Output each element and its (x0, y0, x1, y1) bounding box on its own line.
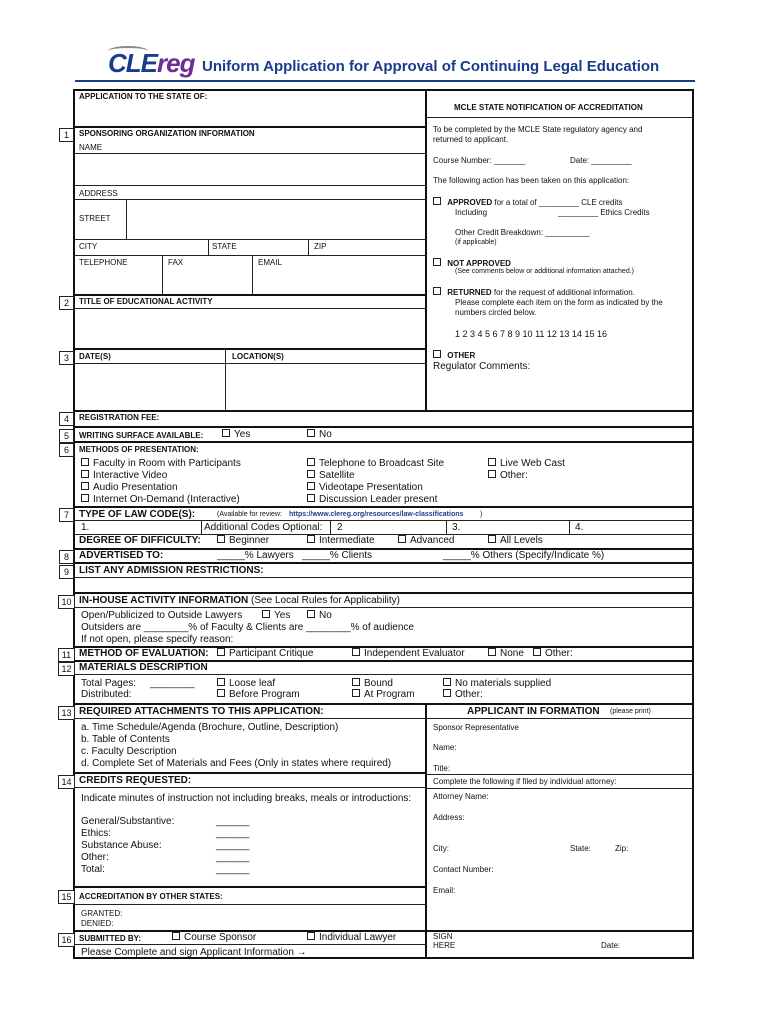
sponsor-rep: Sponsor Representative (433, 723, 519, 732)
rule (74, 126, 426, 128)
rule (74, 308, 426, 309)
other-label: OTHER (447, 351, 476, 360)
section-number-15: 15 (58, 890, 75, 904)
including-label: Including (455, 208, 488, 217)
applicant-title: APPLICANT IN FORMATION (467, 706, 600, 717)
approved-rest: for a total of _________ CLE credits (492, 198, 623, 207)
address-label: ADDRESS (79, 189, 118, 198)
method-label: Telephone to Broadcast Site (319, 458, 445, 469)
checkbox[interactable] (488, 458, 496, 466)
method-2-1[interactable] (307, 458, 444, 469)
sign-date: Date: (601, 941, 621, 950)
total-pages-blank: ________ (150, 678, 195, 689)
other-checkbox[interactable] (433, 350, 441, 358)
registration-fee-label: REGISTRATION FEE: (79, 413, 160, 422)
submitted-lawyer[interactable] (307, 932, 396, 943)
rule (74, 592, 693, 594)
mcle-date: Date: _________ (570, 156, 632, 165)
code-3: 3. (452, 522, 461, 533)
returned-rest: for the request of additional information. (491, 288, 635, 297)
method-label: Live Web Cast (500, 458, 565, 469)
method-1-4[interactable] (81, 494, 240, 505)
option-label: Before Program (229, 689, 300, 700)
section-number-7: 7 (59, 508, 74, 522)
applicant-name: Name: (433, 743, 457, 752)
street-label: STREET (79, 214, 111, 223)
applicant-address: Address: (433, 813, 465, 822)
advertised-lawyers: _____% Lawyers (217, 550, 294, 561)
writing-yes[interactable] (222, 429, 250, 440)
checkbox[interactable] (307, 482, 315, 490)
writing-no-checkbox[interactable] (307, 429, 315, 437)
rule (74, 703, 693, 705)
code-1: 1. (81, 522, 90, 533)
section-number-8: 8 (59, 550, 74, 564)
returned-checkbox[interactable] (433, 287, 441, 295)
rule (225, 348, 226, 410)
returned-row (433, 287, 635, 297)
option-label: Individual Lawyer (319, 932, 397, 943)
credit-blank-1: ______ (216, 816, 250, 827)
section-numbers-list: 1 2 3 4 5 6 7 8 9 10 11 12 13 14 15 16 (455, 329, 607, 339)
state-label: STATE (212, 242, 237, 251)
restrictions-label: LIST ANY ADMISSION RESTRICTIONS: (79, 565, 264, 576)
applicant-zip: Zip: (615, 844, 629, 853)
rule (74, 577, 693, 578)
code-4: 4. (575, 522, 584, 533)
option-label: Other: (455, 689, 483, 700)
rule (74, 607, 693, 608)
section-number-4: 4 (59, 412, 74, 426)
rule (74, 772, 426, 774)
please-complete: Please Complete and sign Applicant Information → (81, 947, 307, 958)
credit-substance: Substance Abuse: (81, 840, 162, 851)
rule (74, 718, 693, 719)
option-label: Beginner (229, 535, 270, 546)
other-states-label: ACCREDITATION BY OTHER STATES: (79, 892, 223, 901)
inhouse-note: (See Local Rules for Applicability) (248, 595, 401, 606)
name-label: NAME (79, 143, 103, 152)
submitted-label: SUBMITTED BY: (79, 934, 142, 943)
option-label: At Program (364, 689, 415, 700)
method-label: Interactive Video (93, 470, 168, 481)
regulator-comments: Regulator Comments: (433, 361, 531, 372)
section-number-5: 5 (59, 429, 74, 443)
checkbox[interactable] (398, 535, 406, 543)
advertised-others: _____% Others (Specify/Indicate %) (443, 550, 605, 561)
method-2-3[interactable] (307, 482, 423, 493)
option-label: Intermediate (319, 535, 375, 546)
application-state-label: APPLICATION TO THE STATE OF: (79, 92, 208, 101)
option-label: None (500, 648, 524, 659)
checkbox[interactable] (262, 610, 270, 618)
submitted-sponsor[interactable] (172, 932, 256, 943)
logo-reg: reg (157, 48, 195, 78)
rule (330, 520, 331, 534)
method-label: Other: (500, 470, 528, 481)
method-label: Internet On-Demand (Interactive) (93, 494, 240, 505)
if-not-open: If not open, please specify reason: (81, 634, 234, 645)
frame-top (74, 89, 693, 91)
not-approved-note: (See comments below or additional information attached.) (455, 268, 634, 275)
materials-at[interactable] (352, 689, 415, 700)
section-number-14: 14 (58, 775, 75, 789)
credit-blank-4: ______ (216, 852, 250, 863)
mcle-intro-1: To be completed by the MCLE State regulatory agency and (433, 125, 643, 134)
option-label: Bound (364, 678, 393, 689)
mcle-intro-2: returned to applicant. (433, 135, 509, 144)
rule (74, 441, 693, 443)
materials-other[interactable] (443, 689, 483, 700)
code-2: 2 (337, 522, 343, 533)
checkbox[interactable] (217, 535, 225, 543)
writing-surface-label: WRITING SURFACE AVAILABLE: (79, 431, 204, 440)
mcle-title: MCLE STATE NOTIFICATION OF ACCREDITATION (454, 103, 643, 112)
returned-label: RETURNED (447, 288, 492, 297)
available-close: ) (480, 511, 483, 518)
no-label: No (319, 610, 332, 621)
open-no[interactable] (307, 610, 332, 621)
rule (74, 410, 693, 412)
additional-codes-label: Additional Codes Optional: (204, 522, 323, 533)
section-number-1: 1 (59, 128, 74, 142)
granted-label: GRANTED: (81, 909, 123, 918)
section-number-11: 11 (58, 648, 75, 662)
rule (308, 239, 309, 255)
locations-label: LOCATION(S) (232, 352, 284, 361)
method-1-3[interactable] (81, 482, 178, 493)
eval-participant[interactable] (217, 648, 313, 659)
rule (74, 506, 693, 508)
method-label: Discussion Leader present (319, 494, 438, 505)
eval-independent[interactable] (352, 648, 465, 659)
rule (74, 904, 426, 905)
section-number-3: 3 (59, 351, 74, 365)
checkbox[interactable] (352, 648, 360, 656)
writing-no-label: No (319, 429, 332, 440)
applicant-title-field: Title: (433, 764, 451, 773)
attorney-name: Attorney Name: (433, 792, 489, 801)
section-number-6: 6 (59, 443, 74, 457)
method-1-1[interactable] (81, 458, 241, 469)
rule (74, 239, 426, 240)
please-print: (please print) (610, 708, 651, 715)
method-label: Videotape Presentation (319, 482, 423, 493)
difficulty-advanced[interactable] (398, 535, 454, 546)
yes-label: Yes (274, 610, 291, 621)
inhouse-label: IN-HOUSE ACTIVITY INFORMATION (79, 595, 249, 606)
rule (208, 239, 209, 255)
method-label: Audio Presentation (93, 482, 178, 493)
credits-label: CREDITS REQUESTED: (79, 775, 192, 786)
checkbox[interactable] (307, 494, 315, 502)
returned-line-3: numbers circled below. (455, 308, 537, 317)
checkbox[interactable] (443, 689, 451, 697)
option-label: Course Sponsor (184, 932, 257, 943)
checkbox[interactable] (81, 494, 89, 502)
materials-bound[interactable] (352, 678, 393, 689)
city-label: CITY (79, 242, 98, 251)
checkbox[interactable] (217, 648, 225, 656)
rule (74, 153, 426, 154)
advertised-label: ADVERTISED TO: (79, 550, 164, 561)
action-line: The following action has been taken on this application: (433, 176, 630, 185)
rule (569, 520, 570, 534)
applicant-email: Email: (433, 886, 456, 895)
checkbox[interactable] (488, 648, 496, 656)
returned-line-2: Please complete each item on the form as indicated by the (455, 298, 663, 307)
applicant-city: City: (433, 844, 449, 853)
outsiders-line: Outsiders are ________% of Faculty & Clients are ________% of audience (81, 622, 414, 633)
rule (162, 255, 163, 295)
logo-cle: CLE (108, 48, 157, 78)
header-rule (75, 80, 695, 82)
credit-ethics: Ethics: (81, 828, 112, 839)
writing-yes-checkbox[interactable] (222, 429, 230, 437)
section-number-12: 12 (58, 662, 75, 676)
open-label: Open/Publicized to Outside Lawyers (81, 610, 243, 621)
option-label: Loose leaf (229, 678, 276, 689)
rule (126, 199, 127, 239)
rule (74, 294, 426, 296)
materials-before[interactable] (217, 689, 300, 700)
rule (74, 255, 426, 256)
method-1-2[interactable] (81, 470, 167, 481)
distributed-label: Distributed: (81, 689, 132, 700)
law-code-url[interactable]: https://www.clereg.org/resources/law-classifications (289, 511, 464, 518)
rule (74, 562, 693, 564)
method-2-4[interactable] (307, 494, 437, 505)
checkbox[interactable] (533, 648, 541, 656)
difficulty-beginner[interactable] (217, 535, 269, 546)
fax-label: FAX (168, 258, 184, 267)
checkbox[interactable] (217, 678, 225, 686)
not-approved-row (433, 258, 511, 268)
method-3-1[interactable] (488, 458, 565, 469)
checkbox[interactable] (488, 470, 496, 478)
checkbox[interactable] (352, 678, 360, 686)
section-number-16: 16 (58, 933, 75, 947)
credit-general: General/Substantive: (81, 816, 175, 827)
option-label: Advanced (410, 535, 455, 546)
difficulty-label: DEGREE OF DIFFICULTY: (79, 535, 201, 546)
rule (74, 185, 426, 186)
eval-none[interactable] (488, 648, 524, 659)
credit-other: Other: (81, 852, 109, 863)
difficulty-intermediate[interactable] (307, 535, 375, 546)
option-label: No materials supplied (455, 678, 552, 689)
writing-yes-label: Yes (234, 429, 251, 440)
section-number-13: 13 (58, 706, 75, 720)
methods-label: METHODS OF PRESENTATION: (79, 445, 199, 454)
method-2-2[interactable] (307, 470, 355, 481)
total-pages-label: Total Pages: (81, 678, 137, 689)
course-number: Course Number: _______ (433, 156, 526, 165)
rule (446, 520, 447, 534)
page-title: Uniform Application for Approval of Continuing Legal Education (202, 58, 660, 75)
indicate-minutes: Indicate minutes of instruction not including breaks, meals or introductions: (81, 793, 412, 804)
ethics-credits: _________ Ethics Credits (558, 208, 650, 217)
applicant-state: State: (570, 844, 591, 853)
checkbox[interactable] (172, 932, 180, 940)
rule (201, 520, 202, 534)
contact-number: Contact Number: (433, 865, 494, 874)
section-number-10: 10 (58, 595, 75, 609)
checkbox[interactable] (307, 932, 315, 940)
section-number-2: 2 (59, 296, 74, 310)
checkbox[interactable] (307, 610, 315, 618)
checkbox[interactable] (217, 689, 225, 697)
materials-none[interactable] (443, 678, 551, 689)
option-label: Independent Evaluator (364, 648, 465, 659)
checkbox[interactable] (443, 678, 451, 686)
credit-total: Total: (81, 864, 105, 875)
section-1-title: SPONSORING ORGANIZATION INFORMATION (79, 129, 255, 138)
checkbox[interactable] (352, 689, 360, 697)
materials-label: MATERIALS DESCRIPTION (79, 662, 208, 673)
advertised-clients: _____% Clients (302, 550, 373, 561)
telephone-label: TELEPHONE (79, 258, 128, 267)
option-label: All Levels (500, 535, 543, 546)
materials-loose[interactable] (217, 678, 275, 689)
denied-label: DENIED: (81, 919, 114, 928)
rule (252, 255, 253, 295)
rule (74, 520, 693, 521)
open-yes[interactable] (262, 610, 290, 621)
checkbox[interactable] (488, 535, 496, 543)
sign-label: SIGN (433, 932, 453, 941)
frame-right (692, 89, 694, 959)
other-row (433, 350, 475, 360)
logo-swoosh (108, 46, 148, 56)
email-label: EMAIL (258, 258, 283, 267)
attachment-c: c. Faculty Description (81, 746, 177, 757)
law-code-label: TYPE OF LAW CODE(S): (79, 509, 196, 520)
evaluation-label: METHOD OF EVALUATION: (79, 648, 209, 659)
checkbox[interactable] (307, 470, 315, 478)
credit-blank-3: ______ (216, 840, 250, 851)
frame-left (73, 89, 75, 959)
attachment-d: d. Complete Set of Materials and Fees (Only in states where required) (81, 758, 392, 769)
checkbox[interactable] (81, 482, 89, 490)
checkbox[interactable] (307, 458, 315, 466)
dates-label: DATE(S) (79, 352, 111, 361)
checkbox[interactable] (81, 458, 89, 466)
rule (74, 674, 693, 675)
rule (74, 787, 426, 788)
rule (74, 348, 426, 350)
section-number-9: 9 (59, 565, 74, 579)
rule (74, 363, 426, 364)
rule (426, 788, 692, 789)
method-label: Faculty in Room with Participants (93, 458, 241, 469)
not-approved-checkbox[interactable] (433, 258, 441, 266)
checkbox[interactable] (81, 470, 89, 478)
attachments-label: REQUIRED ATTACHMENTS TO THIS APPLICATION: (79, 706, 324, 717)
complete-individual: Complete the following if filed by individual attorney: (433, 777, 617, 786)
rule (74, 426, 693, 428)
approved-row (433, 197, 622, 207)
approved-label: APPROVED (447, 198, 493, 207)
zip-label: ZIP (314, 242, 327, 251)
other-breakdown: Other Credit Breakdown: __________ (455, 228, 590, 237)
applicant-divider (425, 704, 427, 958)
credit-blank-5: ______ (216, 864, 250, 875)
available-label: (Available for review: (217, 511, 282, 518)
attachment-a: a. Time Schedule/Agenda (Brochure, Outline, Description) (81, 722, 339, 733)
section-2-title: TITLE OF EDUCATIONAL ACTIVITY (79, 297, 213, 306)
eval-other[interactable] (533, 648, 573, 659)
method-3-2[interactable] (488, 470, 528, 481)
option-label: Other: (545, 648, 573, 659)
writing-no[interactable] (307, 429, 332, 440)
checkbox[interactable] (307, 535, 315, 543)
attachment-b: b. Table of Contents (81, 734, 170, 745)
method-label: Satellite (319, 470, 355, 481)
rule (426, 117, 692, 118)
inhouse-title (79, 595, 400, 606)
here-label: HERE (433, 941, 456, 950)
if-applicable: (if applicable) (455, 239, 497, 246)
difficulty-all[interactable] (488, 535, 543, 546)
rule (426, 774, 692, 775)
rule (74, 944, 426, 945)
approved-checkbox[interactable] (433, 197, 441, 205)
not-approved-label: NOT APPROVED (447, 259, 511, 268)
rule (74, 886, 426, 888)
credit-blank-2: ______ (216, 828, 250, 839)
option-label: Participant Critique (229, 648, 314, 659)
